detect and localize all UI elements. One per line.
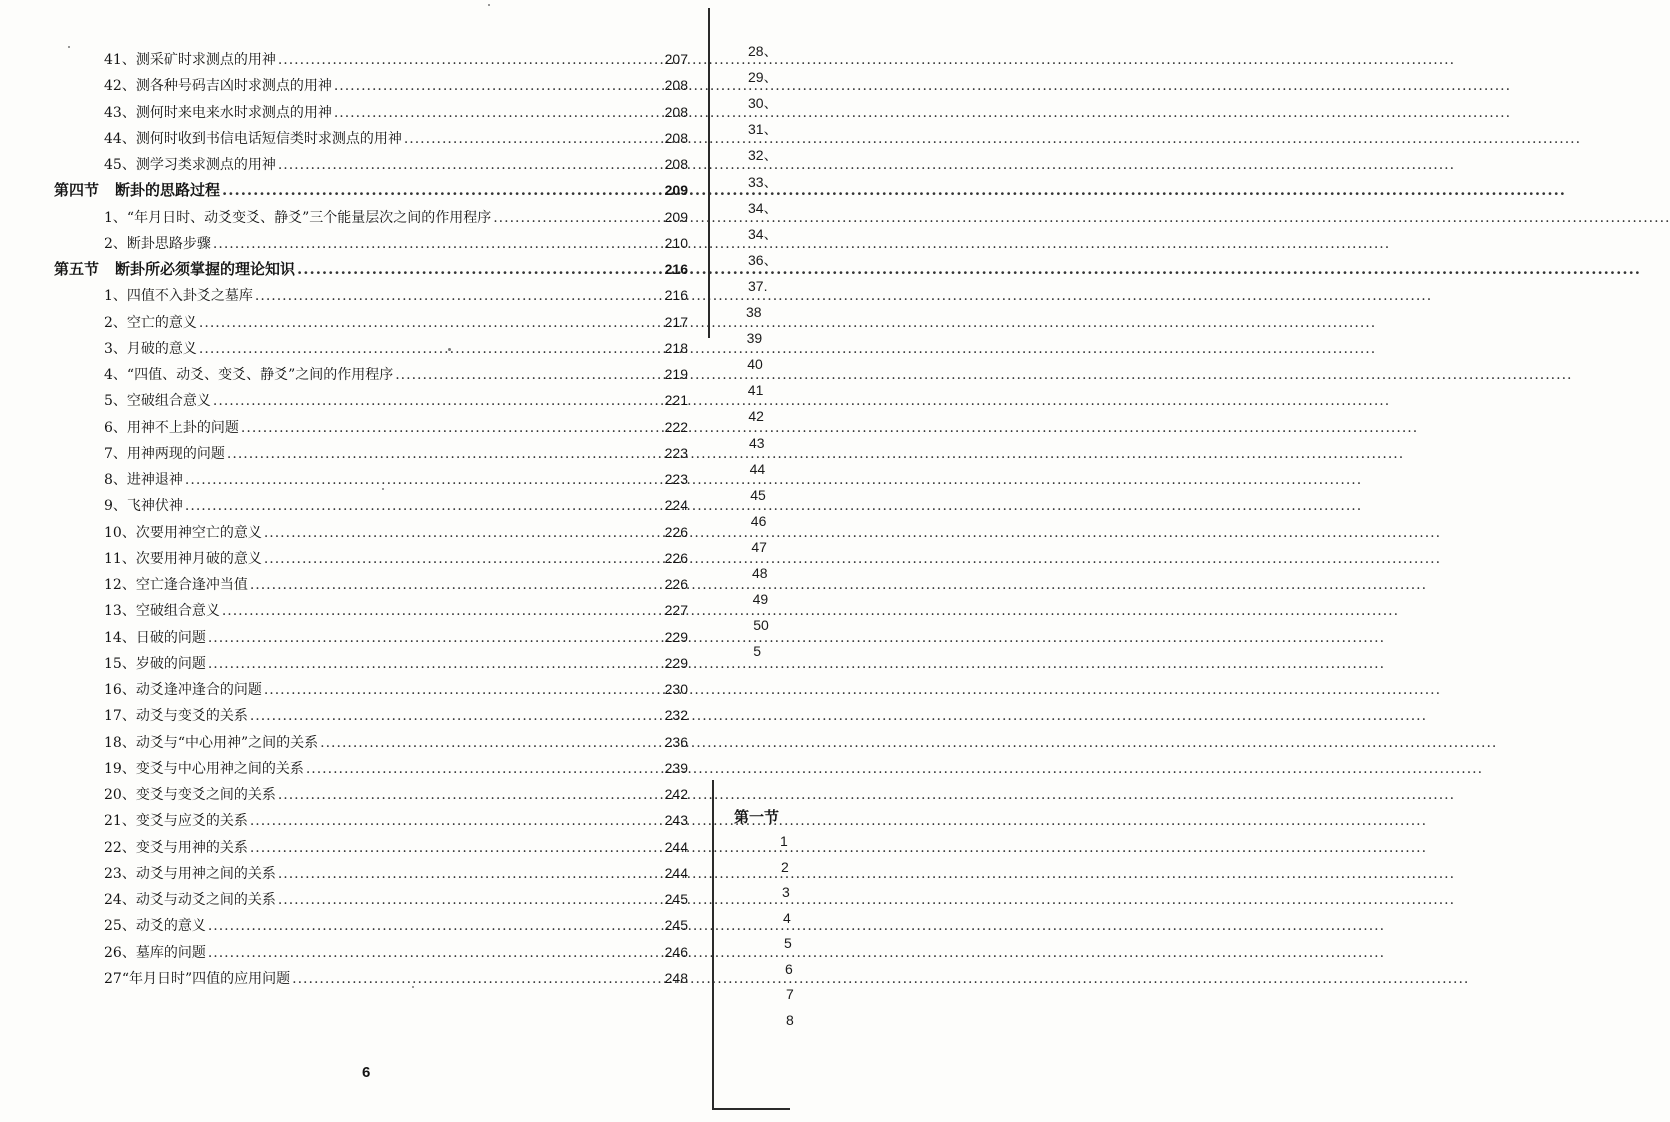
- toc-item-row: [104, 628, 688, 647]
- toc-item-title: 10、次要用神空亡的意义: [104, 525, 262, 541]
- binding-line: [712, 780, 714, 1110]
- toc-item-title: 20、变爻与变爻之间的关系: [104, 787, 276, 803]
- toc-item-row: [104, 208, 688, 227]
- toc-section-title: 断卦的思路过程: [115, 181, 221, 199]
- toc-page-number: 246: [664, 944, 688, 960]
- toc-item-row: [104, 654, 688, 673]
- right-page-item-number: 50: [753, 617, 769, 633]
- toc-page-number: 229: [664, 655, 688, 671]
- toc-page-number: 209: [664, 209, 688, 225]
- right-page-item-number: 39: [746, 330, 763, 346]
- right-page-item-number: 4: [783, 910, 791, 926]
- toc-item-title: 17、动爻与变爻的关系: [104, 708, 248, 724]
- toc-page-number: 218: [664, 340, 688, 356]
- toc-page-number: 221: [664, 392, 688, 408]
- toc-section-number: 第四节: [54, 181, 100, 199]
- toc-page-number: 248: [664, 970, 688, 986]
- toc-item-title: 15、岁破的问题: [104, 656, 206, 672]
- right-page-item-number: 5: [784, 935, 792, 951]
- toc-page-number: 209: [664, 182, 688, 198]
- right-page-item-number: 42: [748, 408, 764, 424]
- toc-page-number: 236: [664, 734, 688, 750]
- toc-item-row: [104, 339, 688, 358]
- toc-section-title: 断卦所必须掌握的理论知识: [115, 260, 296, 278]
- toc-section-row: [54, 260, 688, 278]
- toc-page-number: 210: [664, 235, 688, 251]
- dot-leader: [208, 629, 663, 647]
- toc-item-row: [104, 601, 688, 620]
- dot-leader: [222, 602, 663, 620]
- toc-section-number: 第五节: [54, 260, 100, 278]
- toc-item-row: [104, 129, 688, 148]
- dot-leader: [395, 366, 662, 384]
- toc-item-row: [104, 470, 688, 489]
- toc-page-number: 244: [664, 865, 688, 881]
- toc-item-row: [104, 313, 688, 332]
- toc-item-row: [104, 365, 688, 384]
- dot-leader: [208, 944, 663, 962]
- scan-speck: [412, 986, 414, 988]
- dot-leader: [404, 130, 663, 148]
- toc-item-title: 3、月破的意义: [104, 341, 197, 357]
- toc-page-number: 242: [664, 786, 688, 802]
- toc-item-row: [104, 496, 688, 515]
- dot-leader: [227, 445, 663, 463]
- toc-item-row: [104, 50, 688, 69]
- scan-speck: [488, 4, 490, 6]
- right-page-item-number: 48: [752, 565, 768, 581]
- right-page-item-number: 31、: [748, 121, 778, 137]
- right-page-item-number: 46: [750, 513, 767, 529]
- scan-speck: [382, 488, 384, 490]
- page-number: 6: [362, 1064, 371, 1081]
- dot-leader: [278, 865, 663, 883]
- toc-item-row: [104, 811, 688, 830]
- dot-leader: [222, 181, 663, 199]
- toc-item-title: 12、空亡逢合逢冲当值: [104, 577, 248, 593]
- toc-section-row: [54, 181, 688, 199]
- dot-leader: [213, 392, 663, 410]
- toc-item-title: 27“年月日时”四值的应用问题: [104, 971, 291, 987]
- binding-line: [708, 8, 710, 338]
- right-page-item-number: 43: [749, 435, 765, 451]
- right-page-item-number: 45: [750, 487, 766, 503]
- toc-page-number: 226: [664, 550, 688, 566]
- dot-leader: [264, 681, 663, 699]
- toc-item-title: 16、动爻逢冲逢合的问题: [104, 682, 262, 698]
- dot-leader: [334, 77, 663, 95]
- toc-item-row: [104, 155, 688, 174]
- dot-leader: [278, 156, 663, 174]
- right-page-item-number: 40: [747, 356, 763, 372]
- toc-item-title: 8、进神退神: [104, 472, 183, 488]
- toc-page-number: 216: [664, 261, 688, 277]
- toc-item-row: [104, 444, 688, 463]
- right-page-item-number: 49: [752, 591, 769, 607]
- toc-item-title: 19、变爻与中心用神之间的关系: [104, 761, 304, 777]
- dot-leader: [213, 235, 663, 253]
- right-page-item-number: 34、: [748, 226, 778, 242]
- toc-item-row: [104, 103, 688, 122]
- right-page-item-number: 7: [786, 986, 794, 1002]
- toc-item-row: [104, 575, 688, 594]
- dot-leader: [208, 655, 663, 673]
- dot-leader: [278, 786, 663, 804]
- scan-speck: [448, 348, 451, 351]
- toc-page-number: 223: [664, 445, 688, 461]
- dot-leader: [278, 51, 663, 69]
- toc-item-row: [104, 733, 688, 752]
- toc-page-number: 239: [664, 760, 688, 776]
- toc-page-number: 208: [664, 104, 688, 120]
- toc-page-number: 230: [664, 681, 688, 697]
- toc-item-row: [104, 76, 688, 95]
- dot-leader: [255, 287, 663, 305]
- toc-item-title: 22、变爻与用神的关系: [104, 840, 248, 856]
- toc-item-title: 5、空破组合意义: [104, 393, 211, 409]
- right-page-item-number: 28、: [748, 43, 778, 59]
- toc-item-title: 11、次要用神月破的意义: [104, 551, 262, 567]
- right-page-item-number: 44: [749, 461, 766, 477]
- dot-leader: [208, 917, 663, 935]
- toc-page-number: 245: [664, 891, 688, 907]
- toc-page-number: 217: [664, 314, 688, 330]
- right-page-item-number: 38: [746, 304, 762, 320]
- dot-leader: [264, 550, 663, 568]
- dot-leader: [297, 260, 663, 278]
- toc-item-title: 1、“年月日时、动爻变爻、静爻”三个能量层次之间的作用程序: [104, 210, 492, 226]
- right-page-item-number: 33、: [748, 174, 778, 190]
- dot-leader: [250, 576, 663, 594]
- right-page-section-title: 第一节: [734, 808, 780, 826]
- right-page-item-number: 5: [753, 643, 761, 659]
- toc-item-title: 13、空破组合意义: [104, 603, 220, 619]
- toc-page-number: 226: [664, 524, 688, 540]
- right-page-item-number: 3: [782, 884, 790, 900]
- toc-item-title: 14、日破的问题: [104, 630, 206, 646]
- toc-item-title: 45、测学习类求测点的用神: [104, 157, 276, 173]
- dot-leader: [199, 314, 663, 332]
- dot-leader: [306, 760, 663, 778]
- right-page-item-number: 41: [747, 382, 764, 398]
- right-page-item-number: 36、: [748, 252, 778, 268]
- toc-item-row: [104, 890, 688, 909]
- dot-leader: [185, 471, 663, 489]
- toc-item-title: 25、动爻的意义: [104, 918, 206, 934]
- right-page-item-number: 8: [786, 1012, 794, 1028]
- toc-item-row: [104, 523, 688, 542]
- toc-item-row: [104, 706, 688, 725]
- right-page-item-number: 32、: [748, 147, 778, 163]
- toc-page-number: 224: [664, 497, 688, 513]
- toc-item-title: 24、动爻与动爻之间的关系: [104, 892, 276, 908]
- toc-page-number: 208: [664, 130, 688, 146]
- toc-page-number: 208: [664, 156, 688, 172]
- toc-item-title: 26、墓库的问题: [104, 945, 206, 961]
- toc-item-row: [104, 418, 688, 437]
- toc-item-title: 4、“四值、动爻、变爻、静爻”之间的作用程序: [104, 367, 394, 383]
- toc-page-number: 222: [664, 419, 688, 435]
- toc-item-row: [104, 943, 688, 962]
- dot-leader: [250, 707, 663, 725]
- dot-leader: [320, 734, 663, 752]
- toc-item-row: [104, 838, 688, 857]
- toc-item-row: [104, 759, 688, 778]
- toc-item-row: [104, 680, 688, 699]
- dot-leader: [241, 419, 663, 437]
- toc-item-row: [104, 969, 688, 988]
- dot-leader: [185, 497, 663, 515]
- right-page-item-number: 34、: [748, 200, 778, 216]
- toc-page-number: 229: [664, 629, 688, 645]
- toc-item-title: 9、飞神伏神: [104, 498, 183, 514]
- toc-item-title: 18、动爻与“中心用神”之间的关系: [104, 735, 319, 751]
- toc-item-title: 42、测各种号码吉凶时求测点的用神: [104, 78, 332, 94]
- right-page-item-number: 2: [781, 859, 789, 875]
- toc-item-row: [104, 785, 688, 804]
- right-page-item-number: 6: [785, 961, 793, 977]
- toc-item-title: 43、测何时来电来水时求测点的用神: [104, 105, 332, 121]
- left-page: [0, 0, 708, 1122]
- dot-leader: [199, 340, 663, 358]
- dot-leader: [250, 839, 663, 857]
- toc-item-row: [104, 916, 688, 935]
- toc-item-row: [104, 234, 688, 253]
- toc-page-number: 223: [664, 471, 688, 487]
- toc-page-number: 243: [664, 812, 688, 828]
- dot-leader: [493, 209, 662, 227]
- toc-item-title: 7、用神两现的问题: [104, 446, 225, 462]
- toc-item-row: [104, 391, 688, 410]
- toc-page-number: 244: [664, 839, 688, 855]
- toc-page-number: 208: [664, 77, 688, 93]
- toc-item-row: [104, 549, 688, 568]
- toc-item-title: 6、用神不上卦的问题: [104, 420, 239, 436]
- right-page-item-number: 29、: [748, 69, 778, 85]
- toc-page-number: 232: [664, 707, 688, 723]
- dot-leader: [264, 524, 663, 542]
- toc-item-title: 2、空亡的意义: [104, 315, 197, 331]
- dot-leader: [334, 104, 663, 122]
- toc-page-number: 219: [664, 366, 688, 382]
- toc-page-number: 227: [664, 602, 688, 618]
- toc-item-title: 1、四值不入卦爻之墓库: [104, 288, 253, 304]
- toc-item-row: [104, 864, 688, 883]
- toc-page-number: 207: [664, 51, 688, 67]
- right-page-item-number: 1: [780, 833, 788, 849]
- right-page-item-number: 30、: [748, 95, 778, 111]
- toc-page-number: 216: [664, 287, 688, 303]
- toc-page-number: 245: [664, 917, 688, 933]
- right-page-item-number: 37.: [748, 278, 768, 294]
- dot-leader: [250, 812, 663, 830]
- dot-leader: [278, 891, 663, 909]
- toc-item-title: 21、变爻与应爻的关系: [104, 813, 248, 829]
- binding-line: [712, 1108, 790, 1110]
- dot-leader: [292, 970, 663, 988]
- toc-item-title: 44、测何时收到书信电话短信类时求测点的用神: [104, 131, 402, 147]
- toc-page-number: 226: [664, 576, 688, 592]
- toc-item-title: 2、断卦思路步骤: [104, 236, 211, 252]
- scan-speck: [68, 46, 70, 48]
- right-page-item-number: 47: [751, 539, 767, 555]
- toc-item-title: 23、动爻与用神之间的关系: [104, 866, 276, 882]
- toc-item-title: 41、测采矿时求测点的用神: [104, 52, 276, 68]
- toc-item-row: [104, 286, 688, 305]
